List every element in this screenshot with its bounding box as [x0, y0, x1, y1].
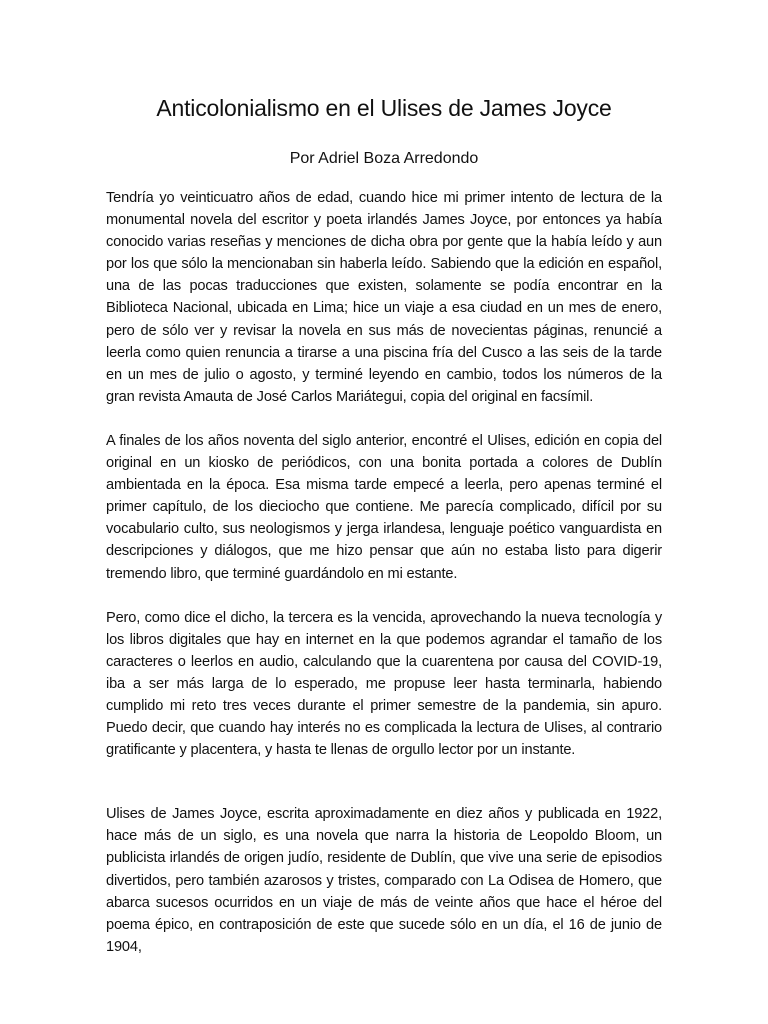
document-body [106, 187, 662, 958]
paragraph: Ulises de James Joyce, escrita aproximadamente en diez años y publicada en 1922, hace más de un siglo, es una novela que narra la historia de Leopoldo Bloom, un publicista irlandés de origen judío, residente de Dublín, que vive una serie de episodios divertidos, pero también azarosos y tristes, comparado con La Odisea de Homero, que abarca sucesos ocurridos en un viaje de más de veinte años que hace el héroe del poema épico, en contraposición de este que sucede sólo en un día, el 16 de junio de 1904, [106, 806, 662, 955]
paragraph: A finales de los años noventa del siglo anterior, encontré el Ulises, edición en copia del original en un kiosko de periódicos, con una bonita portada a colores de Dublín ambientada en la época. Esa misma tarde empecé a leerla, pero apenas terminé el primer capítulo, de los dieciocho que contiene. Me parecía complicado, difícil por su vocabulario culto, sus neologismos y jerga irlandesa, lenguaje poético vanguardista en descripciones y diálogos, que me hizo pensar que aún no estaba listo para digerir tremendo libro, que terminé guardándolo en mi estante. [106, 432, 662, 582]
document-author: Por Adriel Boza Arredondo [289, 150, 479, 167]
paragraph: Tendría yo veinticuatro años de edad, cuando hice mi primer intento de lectura de la monumental novela del escritor y poeta irlandés James Joyce, por entonces ya había conocido varias reseñas y menciones de dicha obra por gente que la había leído y aun por los que sólo la mencionaban sin haberla leído. Sabiendo que la edición en español, una de las pocas traducciones que existen, solamente se podía encontrar en la Biblioteca Nacional, ubicada en Lima; hice un viaje a esa ciudad en un mes de enero, pero de sólo ver y revisar la novela en sus más de novecientas páginas, renuncié a leerla como quien renuncia a tirarse a una piscina fría del Cusco a las seis de la tarde en un mes de julio o agosto, y terminé leyendo en cambio, todos los números de la gran revista Amauta de José Carlos Mariátegui, copia del original en facsímil. [106, 190, 662, 405]
paragraph: Pero, como dice el dicho, la tercera es la vencida, aprovechando la nueva tecnología y los libros digitales que hay en internet en la que podemos agrandar el tamaño de los caracteres o leerlos en audio, calculando que la cuarentena por causa del COVID-19, iba a ser más larga de lo esperado, me propuse leer hasta terminarla, habiendo cumplido mi reto tres veces durante el primer semestre de la pandemia, sin apuro. Puedo decir, que cuando hay interés no es complicada la lectura de Ulises, al contrario gratificante y placentera, y hasta te llenas de orgullo lector por un instante. [106, 609, 662, 759]
document-title: Anticolonialismo en el Ulises de James Joyce [156, 95, 612, 121]
